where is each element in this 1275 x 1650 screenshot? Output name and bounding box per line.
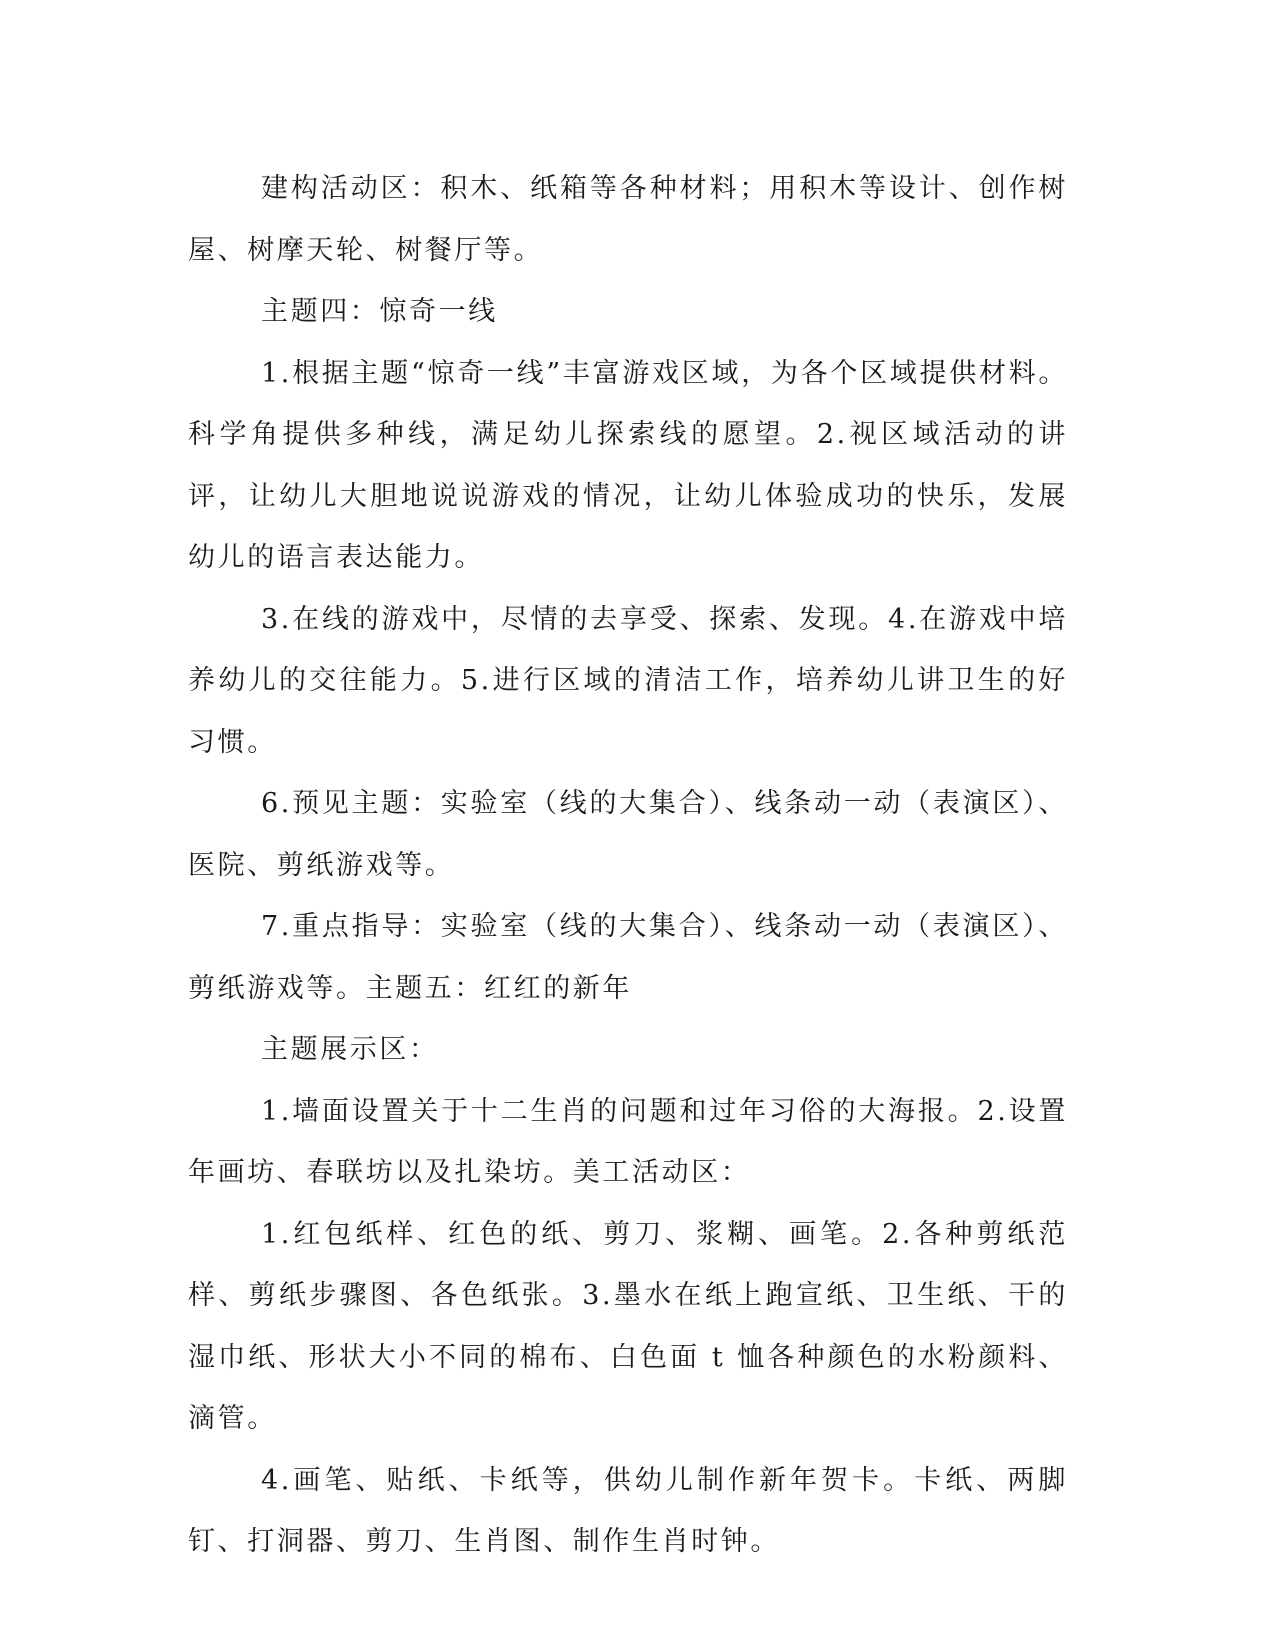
paragraph-display-area-items: 1.墙面设置关于十二生肖的问题和过年习俗的大海报。2.设置年画坊、春联坊以及扎染坊。美工活动区：	[188, 1095, 1068, 1188]
paragraph-theme-four-item-6: 6.预见主题：实验室（线的大集合）、线条动一动（表演区）、医院、剪纸游戏等。	[188, 788, 1068, 881]
paragraph-theme-four-item-7: 7.重点指导：实验室（线的大集合）、线条动一动（表演区）、剪纸游戏等。主题五：红红的新年	[188, 911, 1068, 1004]
paragraph-construction-area: 建构活动区：积木、纸箱等各种材料；用积木等设计、创作树屋、树摩天轮、树餐厅等。	[188, 173, 1068, 266]
paragraph-art-area-item-4: 4.画笔、贴纸、卡纸等，供幼儿制作新年贺卡。卡纸、两脚钉、打洞器、剪刀、生肖图、制作生肖时钟。	[188, 1464, 1068, 1557]
paragraph-theme-four-items-3-5: 3.在线的游戏中，尽情的去享受、探索、发现。4.在游戏中培养幼儿的交往能力。5.进行区域的清洁工作，培养幼儿讲卫生的好习惯。	[188, 603, 1068, 758]
document-body	[188, 158, 1068, 1573]
paragraph-art-area-items-1-3: 1.红包纸样、红色的纸、剪刀、浆糊、画笔。2.各种剪纸范样、剪纸步骤图、各色纸张。3.墨水在纸上跑宣纸、卫生纸、干的湿巾纸、形状大小不同的棉布、白色面 t 恤各种颜色的水粉颜料、滴管。	[188, 1218, 1068, 1434]
heading-theme-four: 主题四：惊奇一线	[261, 296, 498, 327]
heading-theme-display-area: 主题展示区：	[261, 1034, 439, 1065]
paragraph-theme-four-items-1-2: 1.根据主题“惊奇一线”丰富游戏区域，为各个区域提供材料。科学角提供多种线，满足幼儿探索线的愿望。2.视区域活动的讲评，让幼儿大胆地说说游戏的情况，让幼儿体验成功的快乐，发展幼儿的语言表达能力。	[188, 357, 1068, 573]
